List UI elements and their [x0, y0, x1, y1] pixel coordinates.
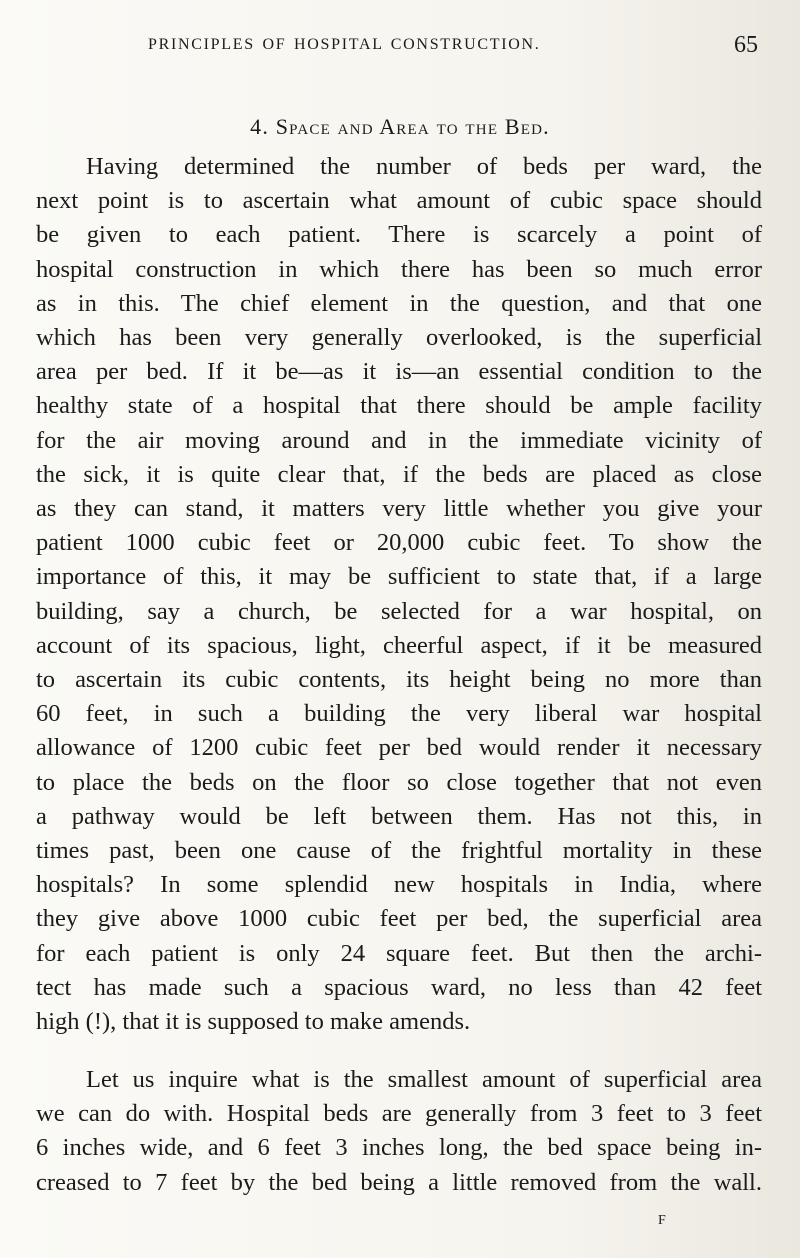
text-line: 60 feet, in such a building the very liberal war hospital [36, 700, 762, 728]
text-line: creased to 7 feet by the bed being a little removed from the wall. [36, 1168, 762, 1196]
text-line: tect has made such a spacious ward, no less than 42 feet [36, 973, 762, 1001]
text-line: to ascertain its cubic contents, its height being no more than [36, 666, 762, 694]
text-line: as they can stand, it matters very little whether you give your [36, 495, 762, 523]
running-title: PRINCIPLES OF HOSPITAL CONSTRUCTION. [148, 36, 541, 53]
running-head [148, 32, 758, 64]
text-line: importance of this, it may be sufficient to state that, if a large [36, 563, 762, 591]
text-line: hospitals? In some splendid new hospitals in India, where [36, 871, 762, 899]
text-line: 6 inches wide, and 6 feet 3 inches long, the bed space being in- [36, 1134, 762, 1162]
paragraph-2 [36, 1063, 762, 1200]
text-line: we can do with. Hospital beds are generally from 3 feet to 3 feet [36, 1100, 762, 1128]
text-line: patient 1000 cubic feet or 20,000 cubic feet. To show the [36, 529, 762, 557]
section-heading: 4. Space and Area to the Bed. [250, 114, 550, 139]
text-line: building, say a church, be selected for a war hospital, on [36, 597, 762, 625]
text-line: for the air moving around and in the immediate vicinity of [36, 426, 762, 454]
signature-mark: F [658, 1213, 667, 1228]
text-line: the sick, it is quite clear that, if the beds are placed as close [36, 460, 762, 488]
text-line: be given to each patient. There is scarcely a point of [36, 221, 762, 249]
text-line: account of its spacious, light, cheerful aspect, if it be measured [36, 631, 762, 659]
text-line: as in this. The chief element in the question, and that one [36, 289, 762, 317]
page-number: 65 [734, 32, 758, 58]
text-line: hospital construction in which there has been so much error [36, 255, 762, 283]
text-line: they give above 1000 cubic feet per bed, the superficial area [36, 905, 762, 933]
text-line: for each patient is only 24 square feet. But then the archi- [36, 939, 762, 967]
text-line: healthy state of a hospital that there should be ample facility [36, 392, 762, 420]
text-line: Having determined the number of beds per ward, the [86, 153, 762, 180]
text-line: which has been very generally overlooked, is the superficial [36, 324, 762, 352]
text-line: high (!), that it is supposed to make amends. [36, 1008, 471, 1036]
text-line: allowance of 1200 cubic feet per bed would render it necessary [36, 734, 762, 762]
text-line: times past, been one cause of the frightful mortality in these [36, 837, 762, 865]
text-line: a pathway would be left between them. Has not this, in [36, 802, 762, 830]
text-line: to place the beds on the floor so close together that not even [36, 768, 762, 796]
text-line: area per bed. If it be—as it is—an essential condition to the [36, 358, 762, 386]
paragraph-1 [36, 150, 762, 1039]
text-line: next point is to ascertain what amount of cubic space should [36, 187, 762, 215]
text-line: Let us inquire what is the smallest amount of superficial area [86, 1066, 762, 1093]
